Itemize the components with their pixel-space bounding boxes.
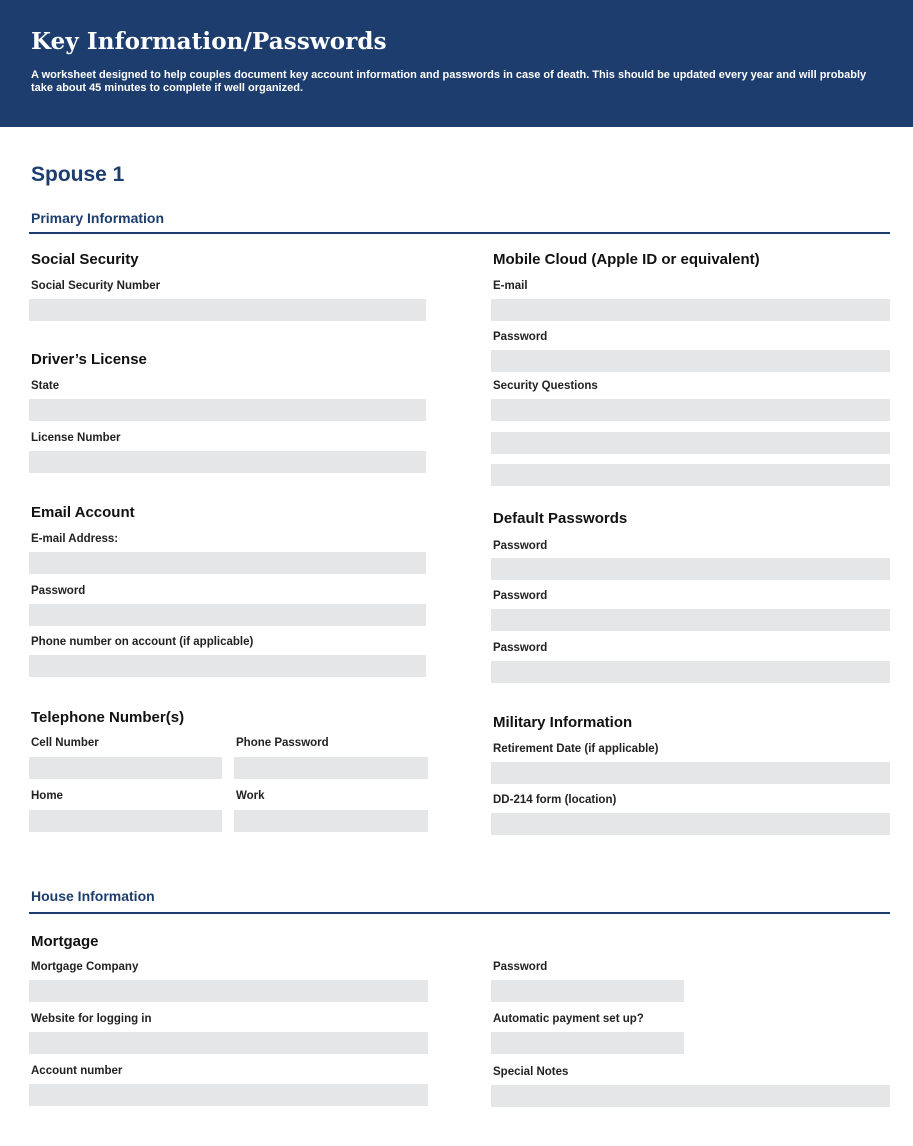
email-account-title: Email Account <box>31 504 135 521</box>
autopay-field[interactable] <box>491 1032 684 1054</box>
autopay-label: Automatic payment set up? <box>493 1013 644 1025</box>
security-question-field[interactable] <box>491 432 890 454</box>
cloud-email-label: E-mail <box>493 280 528 292</box>
security-questions-label: Security Questions <box>493 380 598 392</box>
special-notes-field[interactable] <box>491 1085 890 1107</box>
house-section-title: House Information <box>31 888 155 904</box>
special-notes-label: Special Notes <box>493 1066 569 1078</box>
cloud-password-label: Password <box>493 331 548 343</box>
mobile-cloud-title: Mobile Cloud (Apple ID or equivalent) <box>493 251 760 268</box>
page-description: A worksheet designed to help couples document key account information and passwords in case of death. This should be updated every year and will probably take about 45 minutes to complete if well organized. <box>31 69 867 94</box>
email-address-field[interactable] <box>29 552 426 574</box>
cloud-email-field[interactable] <box>491 299 890 321</box>
mortgage-company-label: Mortgage Company <box>31 961 139 973</box>
email-phone-label: Phone number on account (if applicable) <box>31 636 254 648</box>
primary-section-divider <box>29 232 890 234</box>
mortgage-password-field[interactable] <box>491 980 684 1002</box>
house-section-divider <box>29 912 890 914</box>
license-number-label: License Number <box>31 432 121 444</box>
license-number-field[interactable] <box>29 451 426 473</box>
default-password-label: Password <box>493 540 548 552</box>
license-state-field[interactable] <box>29 399 426 421</box>
mortgage-website-label: Website for logging in <box>31 1013 152 1025</box>
default-password-field[interactable] <box>491 609 890 631</box>
home-phone-label: Home <box>31 790 63 802</box>
phone-password-label: Phone Password <box>236 737 329 749</box>
ssn-label: Social Security Number <box>31 280 161 292</box>
military-title: Military Information <box>493 714 633 731</box>
default-password-field[interactable] <box>491 558 890 580</box>
default-passwords-title: Default Passwords <box>493 510 628 527</box>
dd214-field[interactable] <box>491 813 890 835</box>
email-password-label: Password <box>31 585 86 597</box>
page-title: Key Information/Passwords <box>31 28 387 55</box>
spouse-title: Spouse 1 <box>31 163 125 186</box>
default-password-field[interactable] <box>491 661 890 683</box>
cell-number-field[interactable] <box>29 757 222 779</box>
retirement-date-label: Retirement Date (if applicable) <box>493 743 659 755</box>
email-phone-field[interactable] <box>29 655 426 677</box>
drivers-license-title: Driver’s License <box>31 351 147 368</box>
mortgage-website-field[interactable] <box>29 1032 428 1054</box>
work-phone-field[interactable] <box>234 810 428 832</box>
license-state-label: State <box>31 380 60 392</box>
cloud-password-field[interactable] <box>491 350 890 372</box>
email-password-field[interactable] <box>29 604 426 626</box>
email-address-label: E-mail Address: <box>31 533 119 545</box>
dd214-label: DD-214 form (location) <box>493 794 617 806</box>
mortgage-company-field[interactable] <box>29 980 428 1002</box>
social-security-title: Social Security <box>31 251 139 268</box>
work-phone-label: Work <box>236 790 265 802</box>
mortgage-title: Mortgage <box>31 933 99 950</box>
mortgage-account-label: Account number <box>31 1065 123 1077</box>
cell-number-label: Cell Number <box>31 737 99 749</box>
phone-password-field[interactable] <box>234 757 428 779</box>
security-question-field[interactable] <box>491 399 890 421</box>
default-password-label: Password <box>493 590 548 602</box>
retirement-date-field[interactable] <box>491 762 890 784</box>
mortgage-account-field[interactable] <box>29 1084 428 1106</box>
ssn-field[interactable] <box>29 299 426 321</box>
primary-section-title: Primary Information <box>31 210 165 226</box>
home-phone-field[interactable] <box>29 810 222 832</box>
page-header <box>0 0 913 127</box>
mortgage-password-label: Password <box>493 961 548 973</box>
security-question-field[interactable] <box>491 464 890 486</box>
telephone-title: Telephone Number(s) <box>31 709 185 726</box>
default-password-label: Password <box>493 642 548 654</box>
